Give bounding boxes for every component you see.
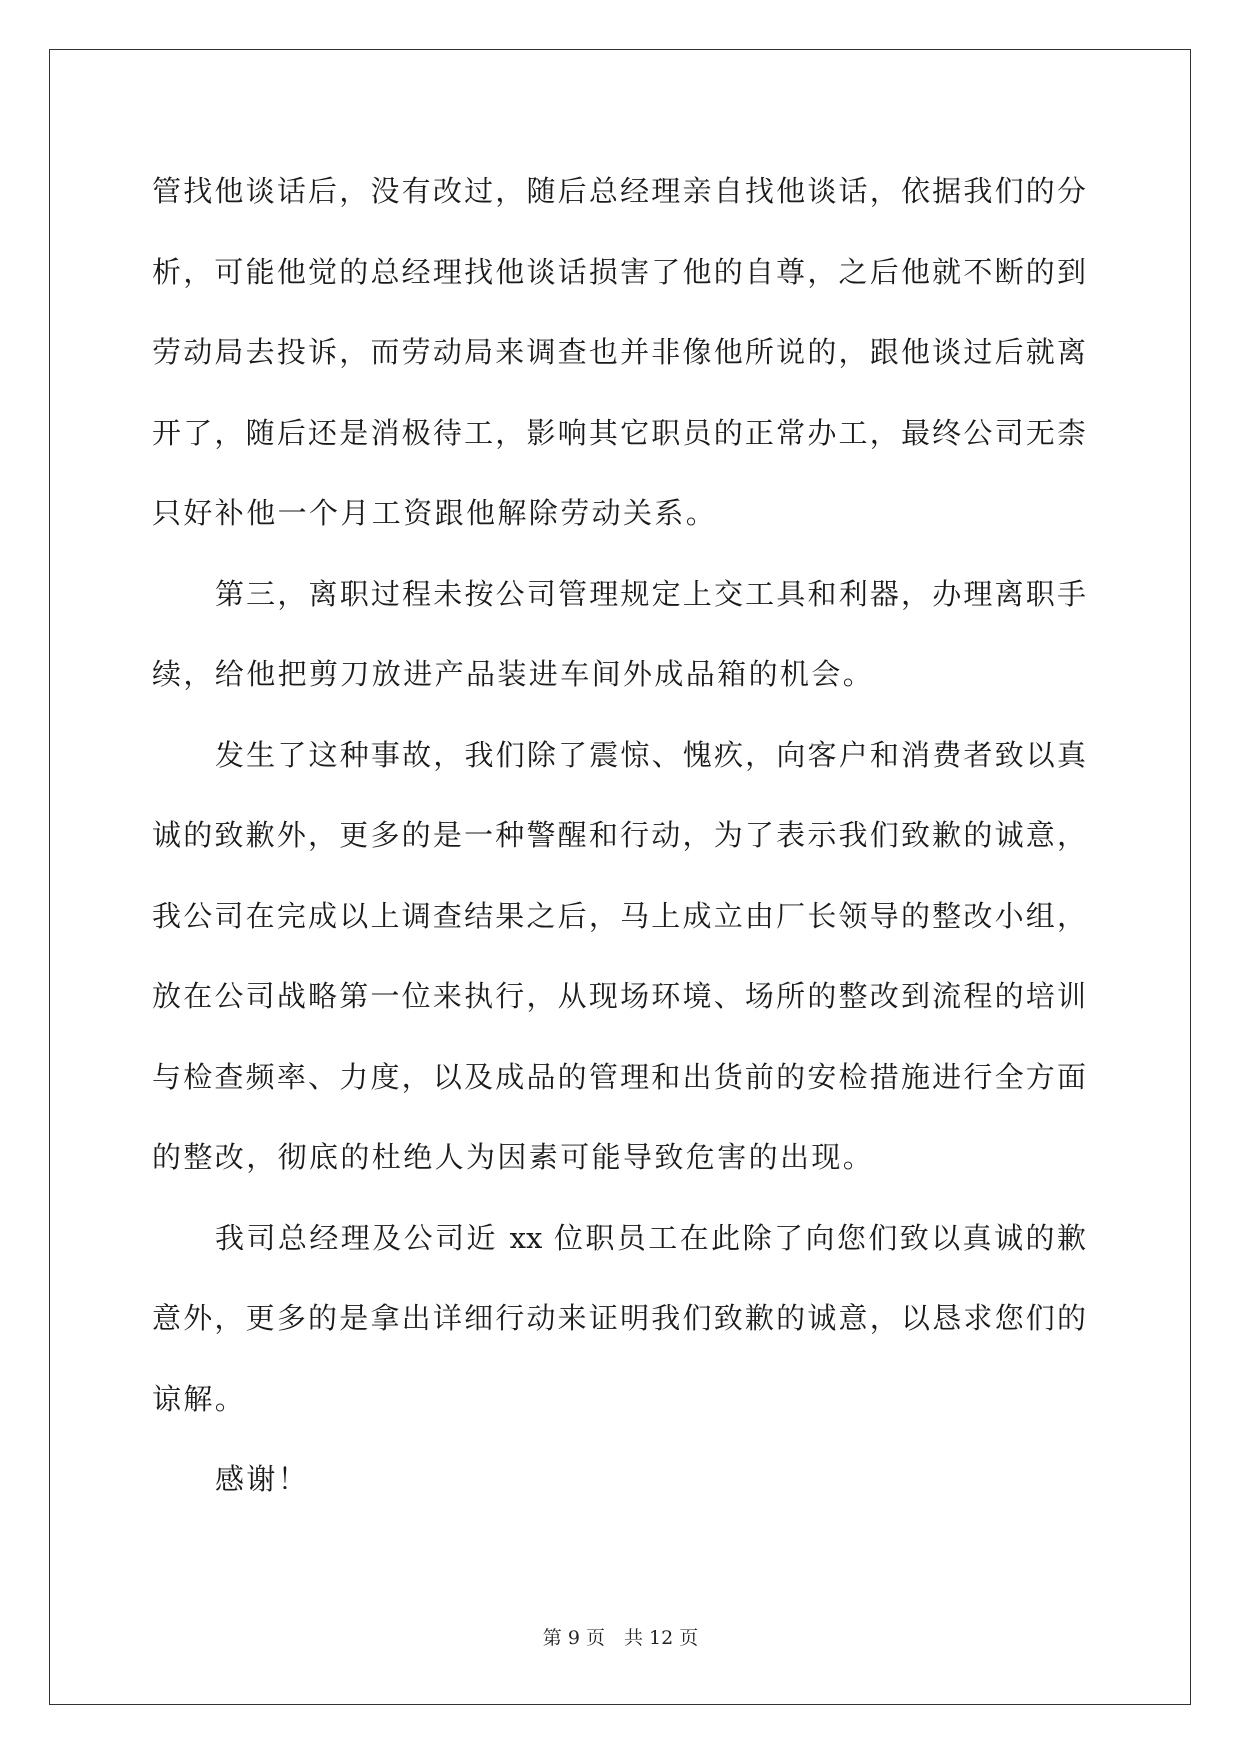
text-line: 的整改，彻底的杜绝人为因素可能导致危害的出现。 [152, 1140, 875, 1174]
text-line: 谅解。 [152, 1381, 247, 1416]
text-line: 劳动局去投诉，而劳动局来调查也并非像他所说的，跟他谈过后就离 [152, 335, 1086, 369]
text-line: 只好补他一个月工资跟他解除劳动关系。 [152, 496, 718, 530]
text-line: 意外，更多的是拿出详细行动来证明我们致歉的诚意，以恳求您们的 [152, 1301, 1086, 1335]
text-line: 管找他谈话后，没有改过，随后总经理亲自找他谈话，依据我们的分 [152, 174, 1086, 208]
text-line: 我公司在完成以上调查结果之后，马上成立由厂长领导的整改小组， [152, 898, 1086, 933]
text-line: 与检查频率、力度，以及成品的管理和出货前的安检措施进行全方面 [152, 1059, 1086, 1094]
text-line: 我司总经理及公司近 xx 位职员工在此除了向您们致以真诚的歉 [215, 1220, 1086, 1255]
page-number-footer: 第 9 页 共 12 页 [542, 1627, 699, 1649]
text-line: 第三，离职过程未按公司管理规定上交工具和利器，办理离职手 [215, 576, 1086, 611]
text-line: 发生了这种事故，我们除了震惊、愧疚，向客户和消费者致以真 [215, 737, 1086, 772]
text-line: 续，给他把剪刀放进产品装进车间外成品箱的机会。 [152, 657, 875, 691]
text-line: 诚的致歉外，更多的是一种警醒和行动，为了表示我们致歉的诚意， [152, 818, 1086, 852]
text-line: 开了，随后还是消极待工，影响其它职员的正常办工，最终公司无柰 [152, 415, 1086, 450]
document-body [152, 160, 1086, 1529]
text-line: 放在公司战略第一位来执行，从现场环境、场所的整改到流程的培训 [152, 979, 1086, 1013]
text-line: 感谢！ [215, 1462, 310, 1496]
text-line: 析，可能他觉的总经理找他谈话损害了他的自尊，之后他就不断的到 [152, 254, 1086, 289]
